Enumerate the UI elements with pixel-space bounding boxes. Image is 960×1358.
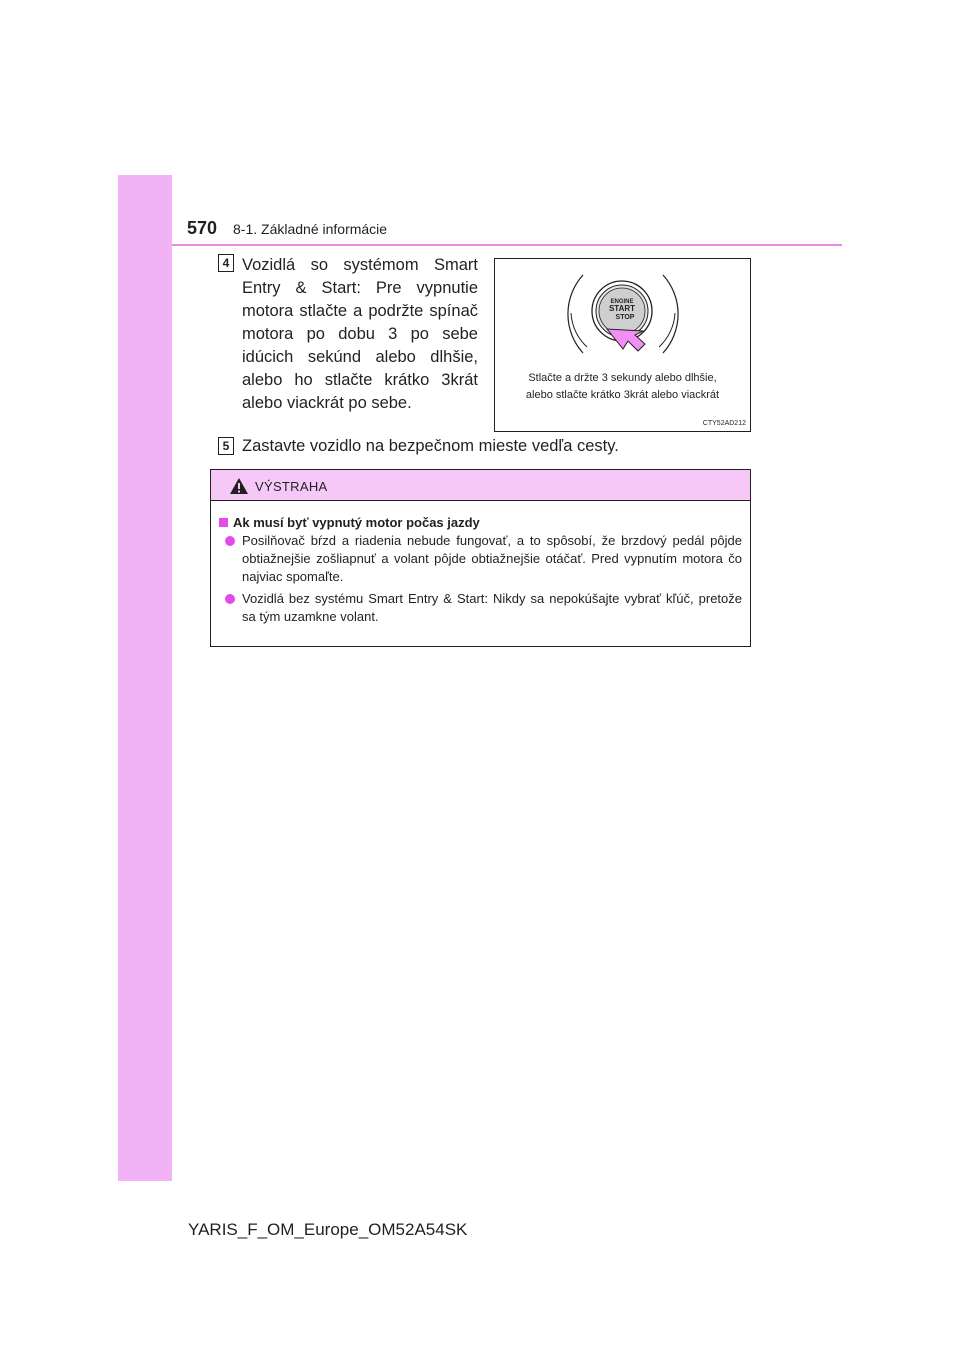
step-5-text: Zastavte vozidlo na bezpečnom mieste vedľa cesty. <box>242 437 619 455</box>
warning-triangle-icon <box>229 477 249 495</box>
figure-caption-line-1: Stlačte a držte 3 sekundy alebo dlhšie, <box>528 372 717 384</box>
square-bullet-icon <box>219 518 228 527</box>
button-label-engine: ENGINE <box>610 299 634 305</box>
figure-caption <box>495 370 750 404</box>
step-number-4: 4 <box>218 254 234 272</box>
bullet-dot-icon <box>225 594 235 604</box>
warning-box <box>210 469 751 647</box>
page-number: 570 <box>187 218 218 238</box>
section-title: 8-1. Základné informácie <box>233 221 388 237</box>
button-label-stop: STOP <box>615 314 635 321</box>
warning-bullet-2-text: Vozidlá bez systému Smart Entry & Start: Nikdy sa nepokúšajte vybrať kľúč, pretože sa tým uzamkne volant. <box>242 591 742 624</box>
engine-switch-figure <box>494 258 751 432</box>
engine-switch-illustration <box>495 259 750 431</box>
button-label-start: START <box>608 304 636 313</box>
warning-heading-text: Ak musí byť vypnutý motor počas jazdy <box>233 515 480 530</box>
bullet-dot-icon <box>225 536 235 546</box>
warning-title: VÝSTRAHA <box>255 479 328 494</box>
warning-header <box>211 470 750 501</box>
figure-caption-line-2: alebo stlačte krátko 3krát alebo viackrát <box>525 389 720 401</box>
side-color-band <box>118 175 172 1181</box>
figure-code: CTY52AD212 <box>702 420 746 427</box>
step-4-text: Vozidlá so systémom Smart Entry & Start: Pre vypnutie motora stlačte a podržte spínač motora po dobu 3 po sebe idúcich sekúnd alebo dlhšie, alebo ho stlačte krátko 3krát alebo viackrát po sebe. <box>242 256 478 412</box>
warning-bullet-2 <box>242 590 742 626</box>
step-number-5: 5 <box>218 437 234 455</box>
warning-bullet-1-text: Posilňovač bŕzd a riadenia nebude fungovať, a to spôsobí, že brzdový pedál pôjde obtiažnejšie zošliapnuť a volant pôjde obtiažnejšie otáčať. Pred vypnutím motora čo najviac spomaľte. <box>242 533 742 584</box>
footer-doc-id: YARIS_F_OM_Europe_OM52A54SK <box>188 1220 468 1239</box>
warning-bullet-1 <box>242 532 742 586</box>
header-divider <box>172 244 842 246</box>
warning-heading <box>219 515 480 530</box>
